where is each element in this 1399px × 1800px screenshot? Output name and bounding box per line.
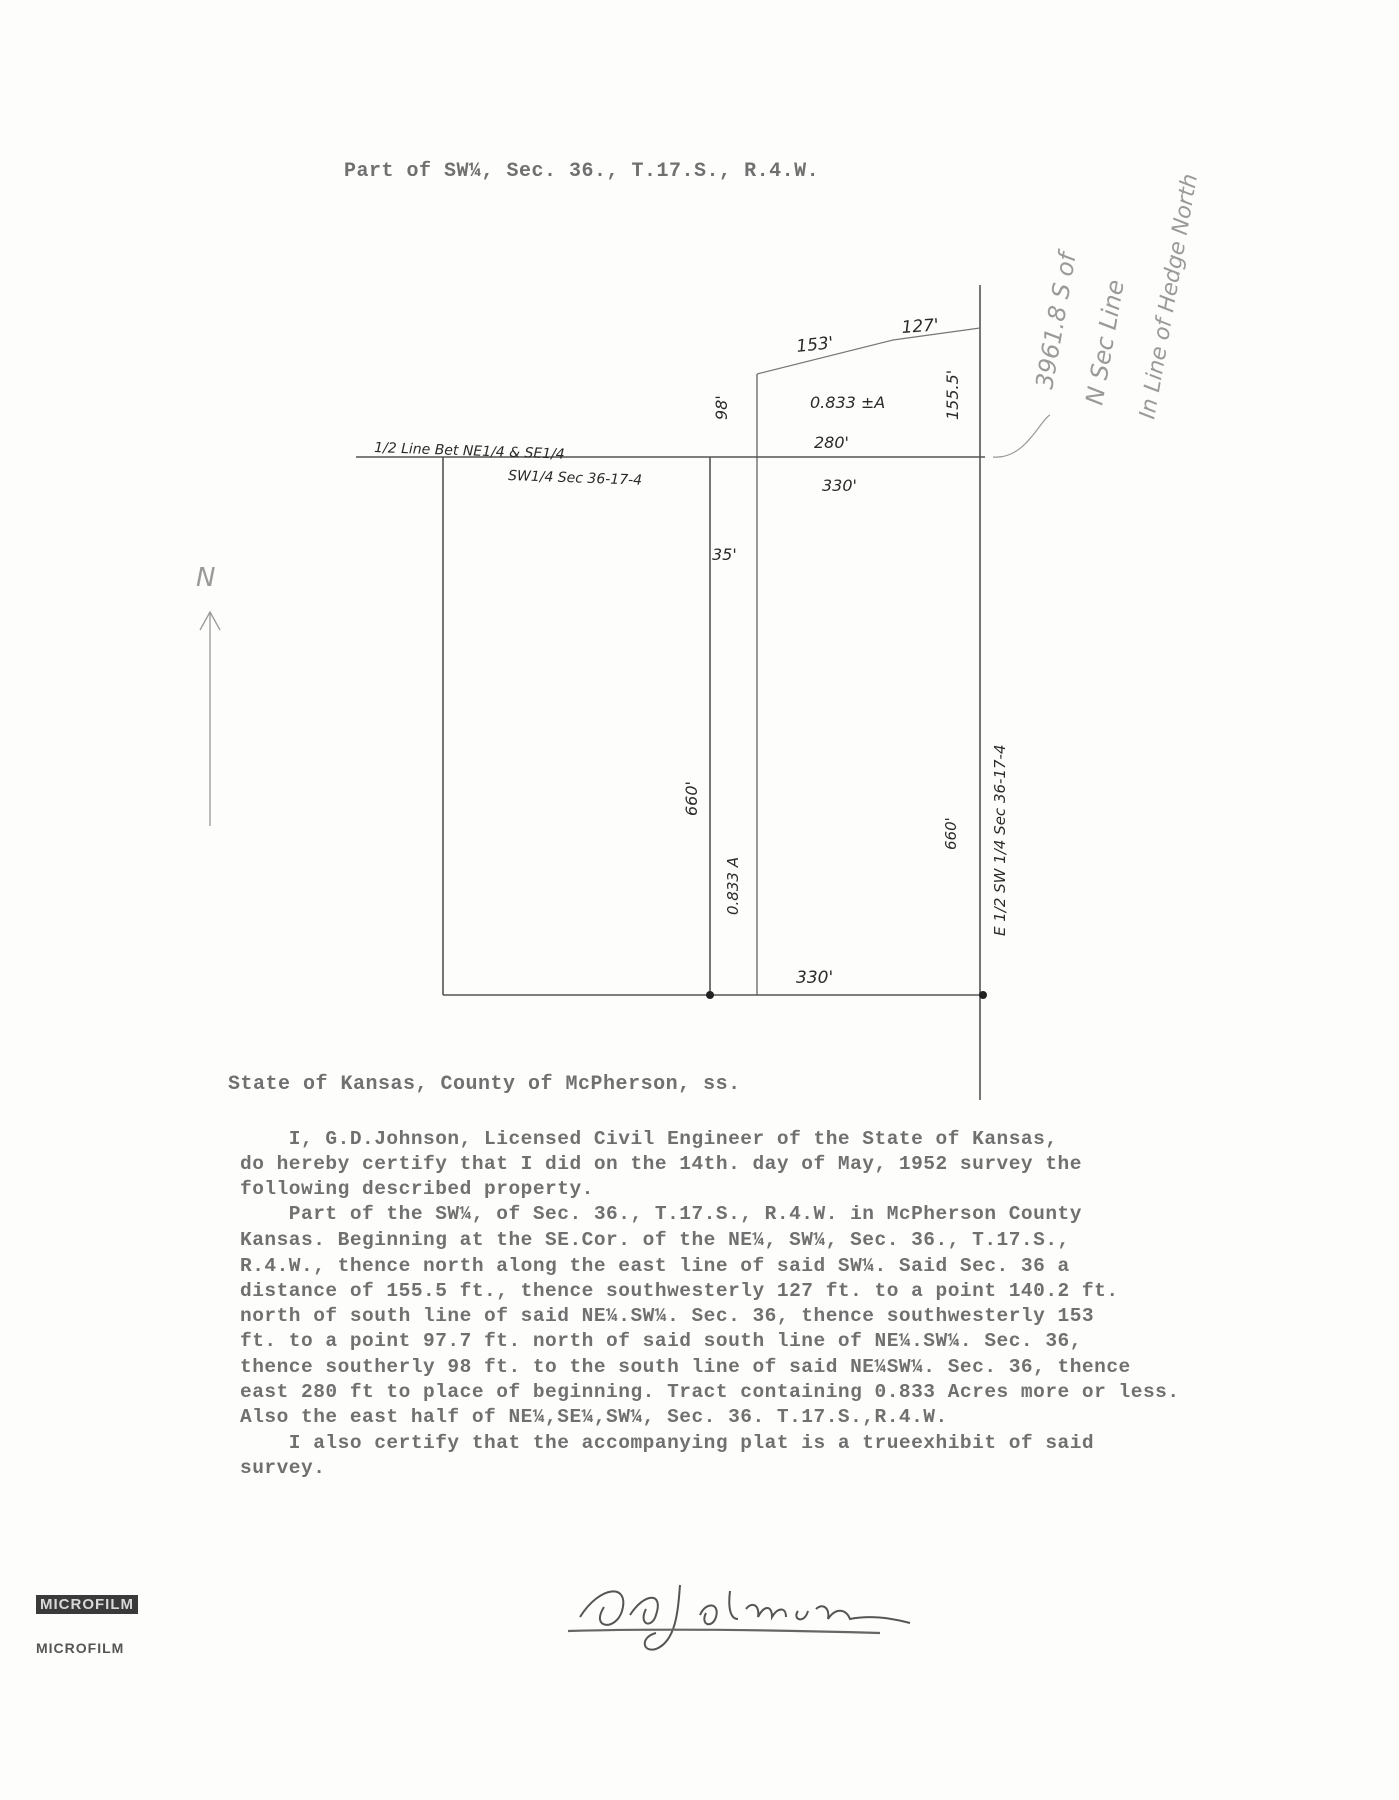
east-upper-dist-label: 155.5' — [943, 369, 962, 420]
microfilm-label: MICROFILM — [36, 1640, 125, 1656]
bottom-width-label: 330' — [796, 968, 834, 988]
certificate-line: ft. to a point 97.7 ft. north of said south line of NE¼.SW¼. Sec. 36, — [240, 1330, 1082, 1352]
certificate-line: I also certify that the accompanying plat is a trueexhibit of said — [240, 1432, 1095, 1454]
east-long-dist-label: 660' — [942, 817, 960, 850]
certificate-line: following described property. — [240, 1178, 594, 1200]
west-upper-dist-label: 98' — [712, 395, 731, 420]
pencil-note-2: N Sec Line — [1080, 277, 1130, 408]
certificate-line: thence southerly 98 ft. to the south line of said NE¼SW¼. Sec. 36, thence — [240, 1356, 1131, 1378]
tract-area-lower-label: 0.833 A — [724, 857, 742, 915]
pencil-note-3: In Line of Hedge North — [1135, 171, 1204, 422]
upper-width-label: 280' — [814, 433, 849, 452]
pencil-note-1: 3961.8 S of — [1030, 250, 1082, 392]
certificate-line: I, G.D.Johnson, Licensed Civil Engineer of the State of Kansas, — [240, 1128, 1058, 1150]
certificate-line: distance of 155.5 ft., thence southwesterly 127 ft. to a point 140.2 ft. — [240, 1280, 1119, 1302]
certificate-line: Also the east half of NE¼,SE¼,SW¼, Sec. 36. T.17.S.,R.4.W. — [240, 1406, 948, 1428]
small-dist-label: 35' — [712, 545, 737, 564]
certificate-line: R.4.W., thence north along the east line of said SW¼. Said Sec. 36 a — [240, 1255, 1070, 1277]
top-boundary — [757, 328, 980, 374]
certificate-line: survey. — [240, 1457, 326, 1479]
state-line: State of Kansas, County of McPherson, ss. — [228, 1073, 741, 1096]
half-line-note-2: SW1/4 Sec 36-17-4 — [507, 468, 643, 489]
top-boundary-left-label: 153' — [795, 333, 835, 357]
certificate-line: do hereby certify that I did on the 14th. day of May, 1952 survey the — [240, 1153, 1082, 1175]
certificate-line: Part of the SW¼, of Sec. 36., T.17.S., R.4.W. in McPherson County — [240, 1203, 1082, 1225]
certificate-line: Kansas. Beginning at the SE.Cor. of the NE¼, SW¼, Sec. 36., T.17.S., — [240, 1229, 1070, 1251]
document-title: Part of SW¼, Sec. 36., T.17.S., R.4.W. — [344, 160, 820, 183]
east-line-note: E 1/2 SW 1/4 Sec 36-17-4 — [991, 744, 1009, 936]
leader-line — [993, 415, 1050, 457]
microfilm-stamp: MICROFILM — [36, 1595, 138, 1614]
north-arrow-icon — [200, 612, 220, 826]
north-label: N — [196, 563, 216, 593]
top-boundary-right-label: 127' — [900, 315, 940, 338]
west-long-dist-label: 660' — [682, 781, 701, 816]
half-line-note-1: 1/2 Line Bet NE1/4 & SE1/4 — [373, 440, 566, 463]
tract-area-top-label: 0.833 ±A — [810, 393, 886, 412]
certificate-line: north of south line of said NE¼.SW¼. Sec. 36, thence southwesterly 153 — [240, 1305, 1095, 1327]
middle-width-label: 330' — [822, 476, 857, 495]
certificate-line: east 280 ft to place of beginning. Tract containing 0.833 Acres more or less. — [240, 1381, 1180, 1403]
signature — [560, 1545, 920, 1665]
